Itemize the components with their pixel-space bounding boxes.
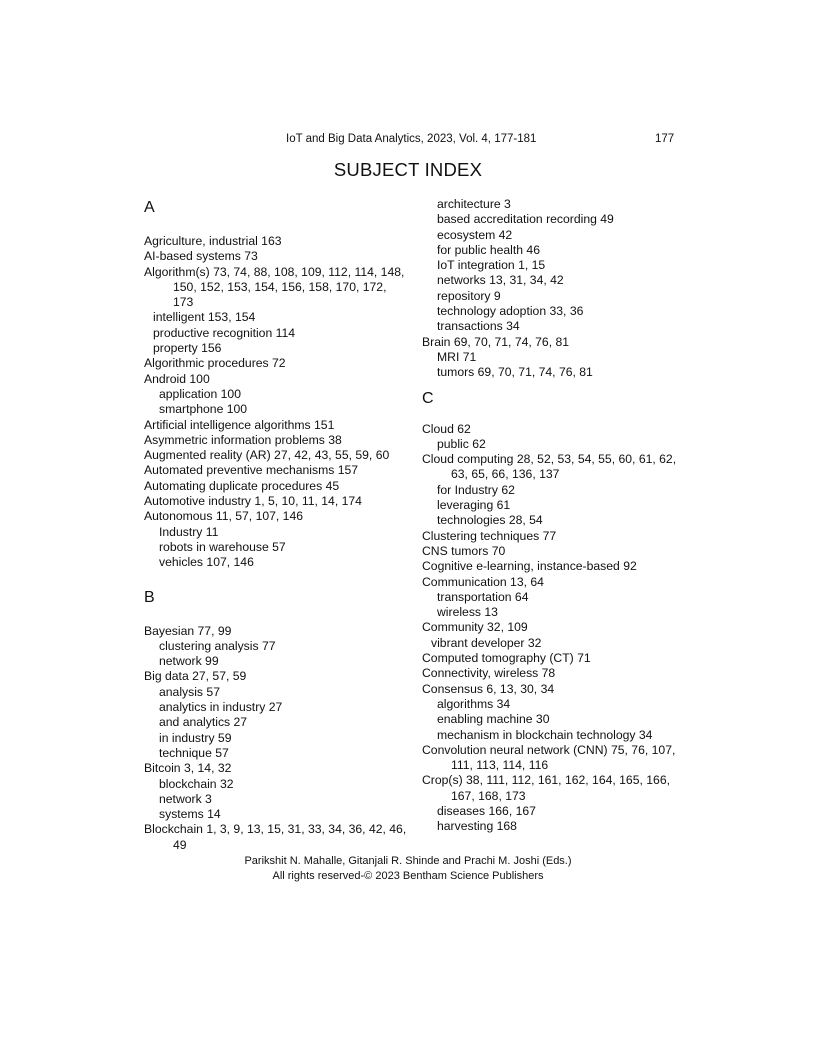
index-entry: Augmented reality (AR) 27, 42, 43, 55, 59, 60 [144,448,390,463]
index-subentry: analysis 57 [159,684,220,699]
index-subentry: transactions 34 [437,319,520,334]
index-entry: Connectivity, wireless 78 [422,666,556,681]
index-subentry: vehicles 107, 146 [159,555,254,570]
index-subentry: intelligent 153, 154 [153,310,256,325]
index-entry: Consensus 6, 13, 30, 34 [422,681,555,696]
index-entry: Cloud 62 [422,421,471,436]
section-letter-b: B [144,588,155,606]
index-subentry: robots in warehouse 57 [159,539,286,554]
index-subentry: based accreditation recording 49 [437,212,614,227]
index-subentry: network 3 [159,791,212,806]
index-column-right [422,197,692,835]
index-subentry: wireless 13 [437,605,498,620]
index-entry: Autonomous 11, 57, 107, 146 [144,509,304,524]
index-subentry: in industry 59 [159,730,232,745]
index-subentry: transportation 64 [437,589,529,604]
index-subentry: smartphone 100 [159,402,248,417]
index-subentry: for public health 46 [437,242,540,257]
index-entry: Automotive industry 1, 5, 10, 11, 14, 174 [144,494,362,509]
index-entry: Blockchain 1, 3, 9, 13, 15, 31, 33, 34, 36, 42, 46, 49 [144,822,407,852]
index-entry: Cognitive e-learning, instance-based 92 [422,559,637,574]
index-subentry: public 62 [437,436,486,451]
index-entry: Android 100 [144,371,210,386]
page-title: SUBJECT INDEX [333,159,483,180]
index-entry: Bitcoin 3, 14, 32 [144,761,232,776]
index-entry: Bayesian 77, 99 [144,623,232,638]
index-entry: Communication 13, 64 [422,574,544,589]
index-subentry: productive recognition 114 [153,325,296,340]
index-subentry: harvesting 168 [437,819,517,834]
page-footer [0,854,816,884]
index-column-left [144,197,409,853]
footer-editors: Parikshit N. Mahalle, Gitanjali R. Shinde and Prachi M. Joshi (Eds.) [244,855,572,867]
index-subentry: ecosystem 42 [437,227,513,242]
index-subentry: mechanism in blockchain technology 34 [437,727,653,742]
index-entry: Brain 69, 70, 71, 74, 76, 81 [422,334,570,349]
index-entry: Algorithmic procedures 72 [144,356,286,371]
index-entry: Computed tomography (CT) 71 [422,651,591,666]
index-subentry: blockchain 32 [159,776,234,791]
footer-copyright: All rights reserved-© 2023 Bentham Science Publishers [272,870,544,882]
index-entry: Automating duplicate procedures 45 [144,478,340,493]
index-entry: Automated preventive mechanisms 157 [144,463,359,478]
section-letter-c: C [422,389,434,407]
index-subentry: and analytics 27 [159,715,248,730]
index-subentry: enabling machine 30 [437,712,550,727]
index-entry: Big data 27, 57, 59 [144,669,247,684]
index-entry: Crop(s) 38, 111, 112, 161, 162, 164, 165, 166, 167, 168, 173 [422,773,670,803]
index-entry: AI-based systems 73 [144,249,258,264]
running-head: IoT and Big Data Analytics, 2023, Vol. 4, 177-181 [286,133,537,145]
index-subentry: clustering analysis 77 [159,638,276,653]
index-entry: CNS tumors 70 [422,543,506,558]
index-subentry: property 156 [153,341,222,356]
index-subentry: technology adoption 33, 36 [437,304,584,319]
index-subentry: IoT integration 1, 15 [437,258,546,273]
index-subentry: technologies 28, 54 [437,513,543,528]
index-entry: Convolution neural network (CNN) 75, 76, 107, 111, 113, 114, 116 [422,742,676,773]
page-number: 177 [655,133,675,145]
index-entry: Community 32, 109 [422,620,528,635]
index-entry: Cloud computing 28, 52, 53, 54, 55, 60, 61, 62, 63, 65, 66, 136, 137 [422,452,677,482]
index-subentry: MRI 71 [437,349,477,364]
index-subentry: technique 57 [159,745,229,760]
index-subentry: analytics in industry 27 [159,700,283,715]
page-header [0,133,816,149]
index-subentry: systems 14 [159,807,221,822]
index-subentry: Industry 11 [159,524,219,539]
index-entry: Artificial intelligence algorithms 151 [144,417,335,432]
index-subentry: tumors 69, 70, 71, 74, 76, 81 [437,365,593,380]
index-subentry: for Industry 62 [437,482,515,497]
index-subentry: vibrant developer 32 [431,635,542,650]
index-subentry: repository 9 [437,288,501,303]
index-entry: Agriculture, industrial 163 [144,234,282,248]
index-subentry: algorithms 34 [437,696,511,711]
index-subentry: application 100 [159,386,241,401]
index-entry: Clustering techniques 77 [422,528,557,543]
section-letter-a: A [144,199,155,216]
index-subentry: architecture 3 [437,197,511,211]
index-entry: Asymmetric information problems 38 [144,432,342,447]
index-subentry: leveraging 61 [437,498,511,513]
index-subentry: diseases 166, 167 [437,803,536,818]
index-subentry: networks 13, 31, 34, 42 [437,273,564,288]
index-subentry: network 99 [159,654,219,669]
index-entry: Algorithm(s) 73, 74, 88, 108, 109, 112, 114, 148, 150, 152, 153, 154, 156, 158, 170, 172, 173 [144,264,405,310]
